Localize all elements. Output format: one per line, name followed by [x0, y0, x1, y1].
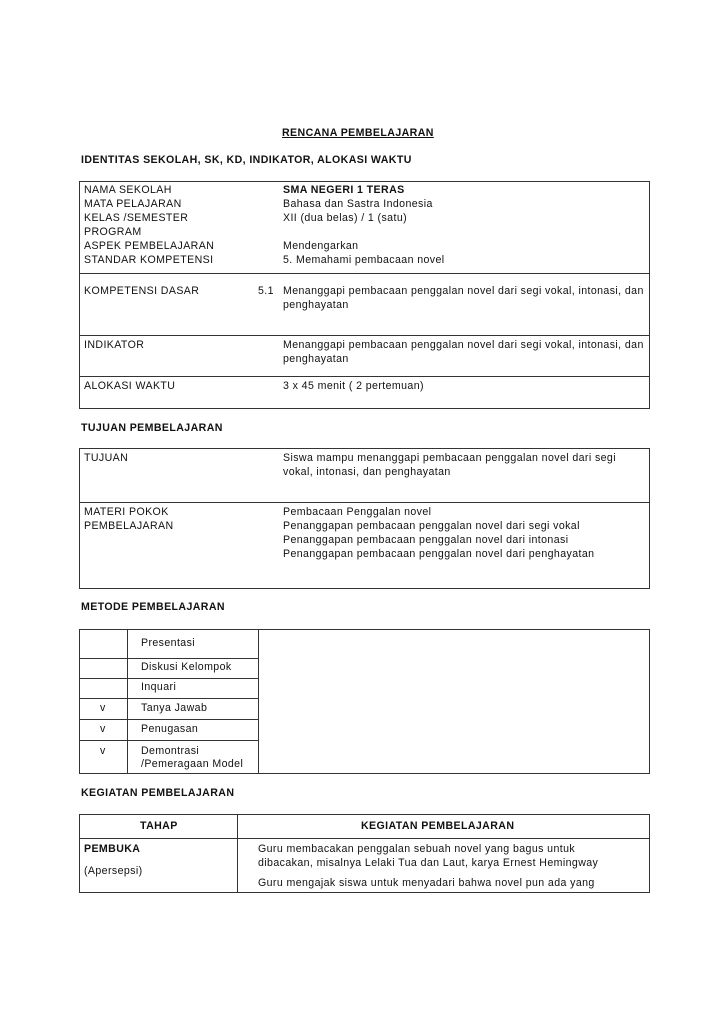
section-heading-tujuan: TUJUAN PEMBELAJARAN: [81, 422, 223, 434]
value-mata-pelajaran: Bahasa dan Sastra Indonesia: [283, 198, 433, 210]
label-mata-pelajaran: MATA PELAJARAN: [84, 198, 182, 210]
label-kelas-semester: KELAS /SEMESTER: [84, 212, 189, 224]
value-aspek: Mendengarkan: [283, 240, 359, 252]
materi-line: Penanggapan pembacaan penggalan novel dari intonasi: [283, 534, 569, 546]
metode-label-presentasi: Presentasi: [141, 637, 196, 649]
value-standar-kompetensi: 5. Memahami pembacaan novel: [283, 254, 445, 266]
section-heading-identitas: IDENTITAS SEKOLAH, SK, KD, INDIKATOR, ALOKASI WAKTU: [81, 154, 412, 166]
indikator-text: Menanggapi pembacaan penggalan novel dari segi vokal, intonasi, dan penghayatan: [283, 339, 644, 365]
col-header-kegiatan: KEGIATAN PEMBELAJARAN: [361, 820, 515, 832]
materi-line: Penanggapan pembacaan penggalan novel dari segi vokal: [283, 520, 580, 532]
label-indikator: INDIKATOR: [84, 339, 145, 351]
kegiatan-line: dibacakan, misalnya Lelaki Tua dan Laut, karya Ernest Hemingway: [258, 857, 599, 869]
document-title: RENCANA PEMBELAJARAN: [282, 127, 434, 139]
section-heading-kegiatan: KEGIATAN PEMBELAJARAN: [81, 787, 235, 799]
kegiatan-line: Guru mengajak siswa untuk menyadari bahwa novel pun ada yang: [258, 877, 595, 889]
label-materi-pokok-1: MATERI POKOK: [84, 506, 169, 518]
metode-label-tanya-jawab: Tanya Jawab: [141, 702, 208, 714]
value-kelas-semester: XII (dua belas) / 1 (satu): [283, 212, 408, 224]
kd-text: Menanggapi pembacaan penggalan novel dari segi vokal, intonasi, dan penghayatan: [283, 285, 644, 311]
metode-check: v: [100, 702, 106, 714]
metode-check: v: [100, 723, 106, 735]
label-nama-sekolah: NAMA SEKOLAH: [84, 184, 172, 196]
kd-number: 5.1: [258, 285, 274, 297]
metode-check: v: [100, 745, 106, 757]
metode-label-penugasan: Penugasan: [141, 723, 199, 735]
tahap-pembuka: PEMBUKA: [84, 843, 141, 855]
label-kompetensi-dasar: KOMPETENSI DASAR: [84, 285, 200, 297]
alokasi-text: 3 x 45 menit ( 2 pertemuan): [283, 380, 424, 392]
kegiatan-line: Guru membacakan penggalan sebuah novel yang bagus untuk: [258, 843, 576, 855]
label-alokasi-waktu: ALOKASI WAKTU: [84, 380, 176, 392]
metode-label-demontrasi: Demontrasi: [141, 745, 200, 757]
value-nama-sekolah: SMA NEGERI 1 TERAS: [283, 184, 405, 196]
label-aspek: ASPEK PEMBELAJARAN: [84, 240, 215, 252]
metode-label-diskusi: Diskusi Kelompok: [141, 661, 232, 673]
label-program: PROGRAM: [84, 226, 142, 238]
label-tujuan: TUJUAN: [84, 452, 129, 464]
tahap-apersepsi: (Apersepsi): [84, 865, 143, 877]
label-materi-pokok-2: PEMBELAJARAN: [84, 520, 174, 532]
section-heading-metode: METODE PEMBELAJARAN: [81, 601, 225, 613]
materi-line: Pembacaan Penggalan novel: [283, 506, 432, 518]
metode-label-inquari: Inquari: [141, 681, 177, 693]
col-header-tahap: TAHAP: [140, 820, 178, 832]
metode-label-demontrasi-2: /Pemeragaan Model: [141, 758, 244, 770]
tujuan-text: Siswa mampu menanggapi pembacaan penggalan novel dari segi vokal, intonasi, dan penghayatan: [283, 452, 616, 478]
label-standar-kompetensi: STANDAR KOMPETENSI: [84, 254, 214, 266]
materi-line: Penanggapan pembacaan penggalan novel dari penghayatan: [283, 548, 595, 560]
